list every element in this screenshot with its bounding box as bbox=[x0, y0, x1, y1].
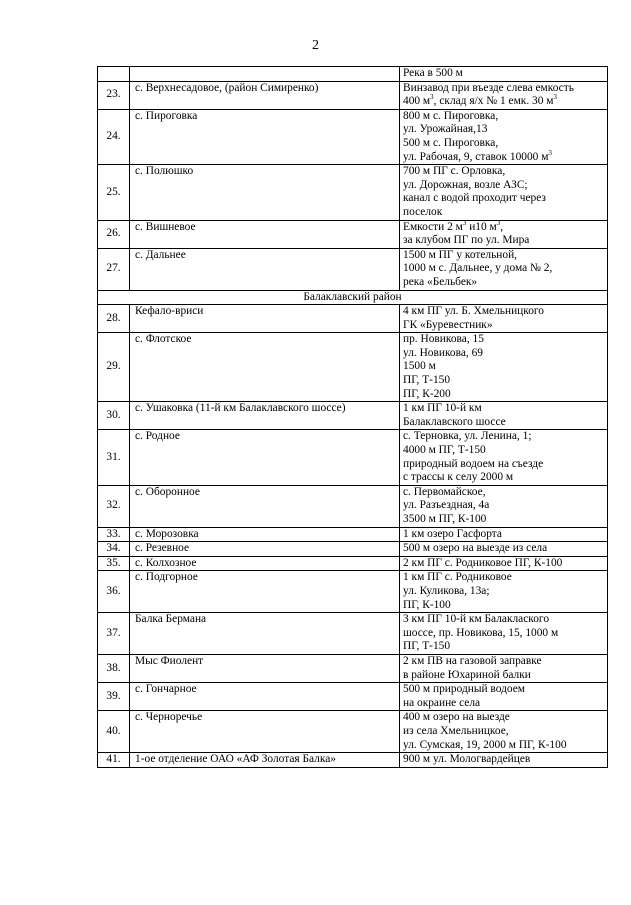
table-row bbox=[98, 683, 608, 711]
row-number: 40. bbox=[98, 711, 130, 753]
row-number: 26. bbox=[98, 220, 130, 248]
location-line: за клубом ПГ по ул. Мира bbox=[403, 234, 530, 247]
location-line: 400 м озеро на выезде bbox=[403, 711, 510, 724]
settlement-name: с. Оборонное bbox=[130, 485, 400, 527]
row-number: 39. bbox=[98, 683, 130, 711]
location-line: ул. Разъездная, 4а bbox=[403, 499, 490, 512]
location-line: ул. Урожайная,13 bbox=[403, 123, 488, 136]
location-line: с. Терновка, ул. Ленина, 1; bbox=[403, 430, 532, 443]
table-row bbox=[98, 654, 608, 682]
location-line: ПГ, К-200 bbox=[403, 387, 451, 400]
settlement-name: Кефало-вриси bbox=[130, 305, 400, 333]
row-number: 23. bbox=[98, 81, 130, 109]
table-row bbox=[98, 333, 608, 402]
location-line: шоссе, пр. Новикова, 15, 1000 м bbox=[403, 626, 559, 639]
location-line: канал с водой проходит через bbox=[403, 192, 546, 205]
location-line: ул. Куликова, 13а; bbox=[403, 584, 490, 597]
location-line: ГК «Буревестник» bbox=[403, 318, 493, 331]
water-source-location bbox=[400, 305, 608, 333]
location-line: с трассы к селу 2000 м bbox=[403, 471, 514, 484]
table-row bbox=[98, 753, 608, 768]
location-line: ПГ, Т-150 bbox=[403, 640, 451, 653]
water-source-location bbox=[400, 248, 608, 290]
location-line: 500 м с. Пироговка, bbox=[403, 136, 499, 149]
settlement-name: с. Черноречье bbox=[130, 711, 400, 753]
table-row bbox=[98, 220, 608, 248]
settlement-name bbox=[130, 67, 400, 82]
location-line: поселок bbox=[403, 205, 443, 218]
location-line: 900 м ул. Мологвардейцев bbox=[403, 753, 531, 766]
row-number: 29. bbox=[98, 333, 130, 402]
location-line: 800 м с. Пироговка, bbox=[403, 109, 499, 122]
location-line: с. Первомайское, bbox=[403, 485, 486, 498]
table-row bbox=[98, 542, 608, 557]
location-line: в районе Юхариной балки bbox=[403, 668, 531, 681]
location-line: 2 км ПВ на газовой заправке bbox=[403, 654, 542, 667]
location-line: 1500 м bbox=[403, 360, 436, 373]
table-row bbox=[98, 556, 608, 571]
settlement-name: с. Подгорное bbox=[130, 571, 400, 613]
settlement-name: с. Резевное bbox=[130, 542, 400, 557]
settlement-name: Балка Бермана bbox=[130, 613, 400, 655]
table-row bbox=[98, 711, 608, 753]
water-source-location bbox=[400, 527, 608, 542]
location-line: Винзавод при въезде слева емкость bbox=[403, 81, 574, 94]
table-row bbox=[98, 248, 608, 290]
water-source-location bbox=[400, 81, 608, 109]
page-number: 2 bbox=[312, 38, 319, 53]
settlement-name: с. Верхнесадовое, (район Симиренко) bbox=[130, 81, 400, 109]
table-row bbox=[98, 430, 608, 485]
water-sources-table bbox=[97, 66, 608, 768]
water-source-location bbox=[400, 402, 608, 430]
settlement-name: с. Флотское bbox=[130, 333, 400, 402]
row-number: 25. bbox=[98, 165, 130, 220]
location-line: ул. Сумская, 19, 2000 м ПГ, К-100 bbox=[403, 738, 567, 751]
settlement-name: с. Дальнее bbox=[130, 248, 400, 290]
location-line: 2 км ПГ с. Родниковое ПГ, К-100 bbox=[403, 556, 563, 569]
settlement-name: с. Ушаковка (11-й км Балаклавского шоссе) bbox=[130, 402, 400, 430]
water-source-location bbox=[400, 220, 608, 248]
row-number: 35. bbox=[98, 556, 130, 571]
location-line: ПГ, К-100 bbox=[403, 598, 451, 611]
water-source-location bbox=[400, 485, 608, 527]
water-source-location bbox=[400, 556, 608, 571]
row-number: 38. bbox=[98, 654, 130, 682]
table-row bbox=[98, 613, 608, 655]
location-line: река «Бельбек» bbox=[403, 275, 478, 288]
table-row bbox=[98, 165, 608, 220]
water-source-location bbox=[400, 67, 608, 82]
location-line: из села Хмельницкое, bbox=[403, 724, 509, 737]
settlement-name: с. Вишневое bbox=[130, 220, 400, 248]
location-line: природный водоем на съезде bbox=[403, 457, 544, 470]
water-source-location bbox=[400, 571, 608, 613]
row-number: 31. bbox=[98, 430, 130, 485]
table-row bbox=[98, 81, 608, 109]
row-number: 28. bbox=[98, 305, 130, 333]
settlement-name: с. Колхозное bbox=[130, 556, 400, 571]
row-number: 27. bbox=[98, 248, 130, 290]
water-source-location bbox=[400, 542, 608, 557]
settlement-name: 1-ое отделение ОАО «АФ Золотая Балка» bbox=[130, 753, 400, 768]
section-title: Балаклавский район bbox=[98, 290, 608, 305]
location-line: 1 км ПГ 10-й км bbox=[403, 402, 482, 415]
water-source-location bbox=[400, 333, 608, 402]
row-number bbox=[98, 67, 130, 82]
location-line: пр. Новикова, 15 bbox=[403, 333, 484, 346]
location-line: 700 м ПГ с. Орловка, bbox=[403, 165, 506, 178]
location-line: 4 км ПГ ул. Б. Хмельницкого bbox=[403, 305, 544, 318]
row-number: 41. bbox=[98, 753, 130, 768]
location-line: Река в 500 м bbox=[403, 67, 463, 79]
location-line: ул. Рабочая, 9, ставок 10000 $м^3$ bbox=[403, 148, 552, 163]
row-number: 34. bbox=[98, 542, 130, 557]
table-row bbox=[98, 109, 608, 164]
location-line: 500 м природный водоем bbox=[403, 683, 525, 696]
water-source-location bbox=[400, 165, 608, 220]
row-number: 24. bbox=[98, 109, 130, 164]
location-line: 1 км ПГ с. Родниковое bbox=[403, 571, 512, 584]
location-line: ул. Дорожная, возле АЗС; bbox=[403, 178, 528, 191]
water-source-location bbox=[400, 711, 608, 753]
settlement-name: с. Родное bbox=[130, 430, 400, 485]
table-section bbox=[98, 290, 608, 305]
location-line: 1000 м с. Дальнее, у дома № 2, bbox=[403, 262, 553, 275]
location-line: Балаклавского шоссе bbox=[403, 415, 506, 428]
location-line: ул. Новикова, 69 bbox=[403, 346, 483, 359]
settlement-name: с. Гончарное bbox=[130, 683, 400, 711]
settlement-name: с. Морозовка bbox=[130, 527, 400, 542]
location-line: ПГ, Т-150 bbox=[403, 374, 451, 387]
section-row bbox=[98, 290, 608, 305]
location-line: 4000 м ПГ, Т-150 bbox=[403, 444, 486, 457]
row-number: 32. bbox=[98, 485, 130, 527]
location-line: на окраине села bbox=[403, 696, 481, 709]
table-row bbox=[98, 402, 608, 430]
location-line: 500 м озеро на выезде из села bbox=[403, 542, 548, 555]
location-line: 3500 м ПГ, К-100 bbox=[403, 513, 487, 525]
location-line: 1 км озеро Гасфорта bbox=[403, 527, 502, 540]
table-row bbox=[98, 485, 608, 527]
settlement-name: с. Полюшко bbox=[130, 165, 400, 220]
table-body-lower bbox=[98, 305, 608, 768]
water-source-location bbox=[400, 753, 608, 768]
row-number: 36. bbox=[98, 571, 130, 613]
settlement-name: Мыс Фиолент bbox=[130, 654, 400, 682]
water-source-location bbox=[400, 109, 608, 164]
water-source-location bbox=[400, 430, 608, 485]
water-source-location bbox=[400, 683, 608, 711]
table-row bbox=[98, 305, 608, 333]
table-row bbox=[98, 527, 608, 542]
table-body-upper bbox=[98, 67, 608, 291]
table-row bbox=[98, 67, 608, 82]
location-line: 1500 м ПГ у котельной, bbox=[403, 248, 518, 261]
row-number: 37. bbox=[98, 613, 130, 655]
row-number: 33. bbox=[98, 527, 130, 542]
row-number: 30. bbox=[98, 402, 130, 430]
location-line: 400 $м^3$, склад я/х № 1 емк. 30 $м^3$ bbox=[403, 93, 557, 108]
table-row bbox=[98, 571, 608, 613]
settlement-name: с. Пироговка bbox=[130, 109, 400, 164]
location-line: 3 км ПГ 10-й км Балаклаского bbox=[403, 613, 550, 626]
location-line: Емкости 2 $м^3$ и10 $м^3$, bbox=[403, 218, 504, 233]
water-source-location bbox=[400, 654, 608, 682]
water-source-location bbox=[400, 613, 608, 655]
